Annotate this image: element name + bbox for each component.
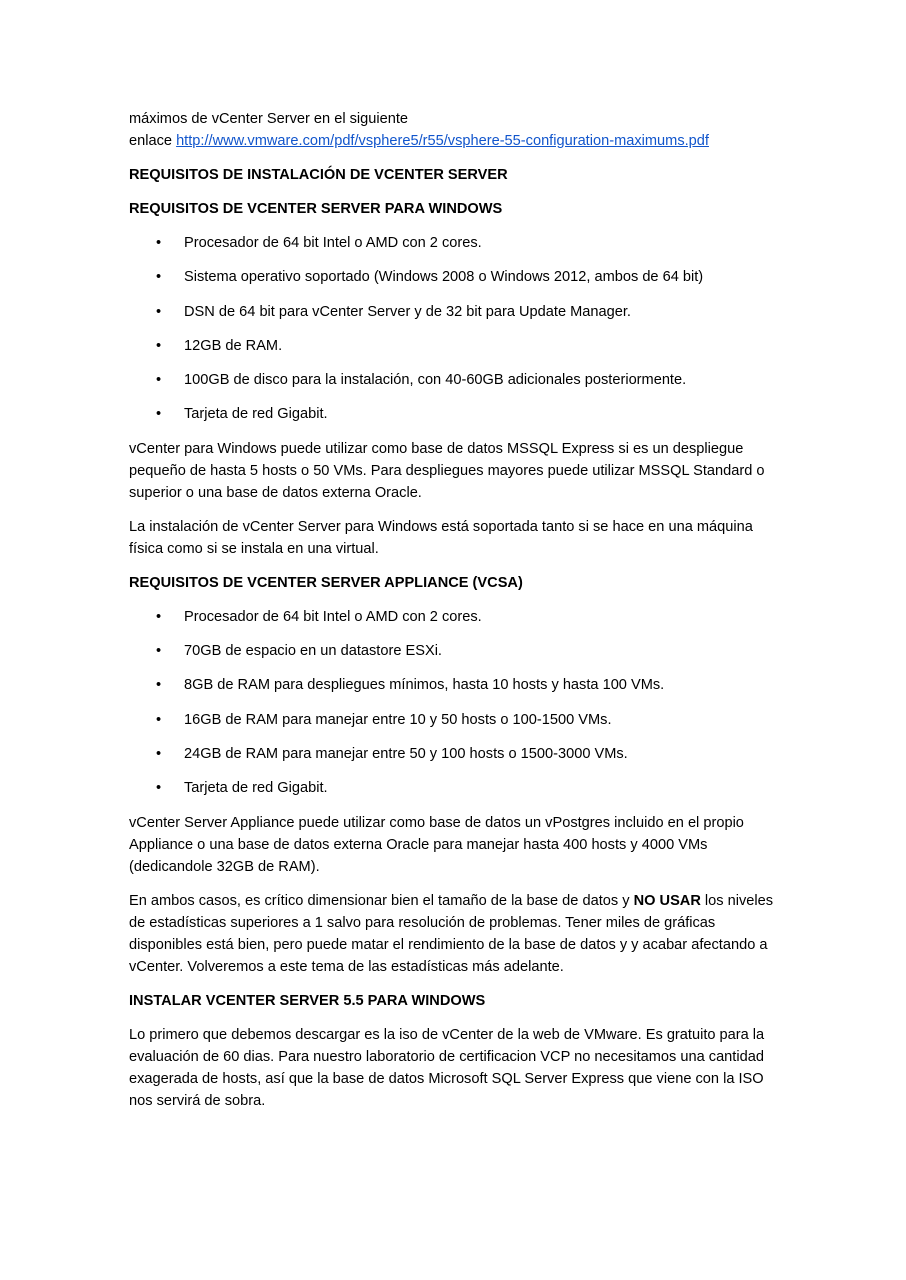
list-item: • 24GB de RAM para manejar entre 50 y 100 hosts o 1500-3000 VMs. — [129, 743, 779, 765]
intro-line-1: máximos de vCenter Server en el siguiente — [129, 111, 409, 127]
list-item: • Tarjeta de red Gigabit. — [129, 777, 779, 799]
list-item: • 70GB de espacio en un datastore ESXi. — [129, 640, 779, 662]
vcsa-database-paragraph: vCenter Server Appliance puede utilizar como base de datos un vPostgres incluido en el propio Appliance o una base de datos externa Oracle para manejar hasta 400 hosts y 4000 VMs (dedicandole 32GB de RAM). — [129, 814, 744, 875]
list-item: • 8GB de RAM para despliegues mínimos, hasta 10 hosts y hasta 100 VMs. — [129, 674, 779, 696]
heading-install-requirements: REQUISITOS DE INSTALACIÓN DE VCENTER SERVER — [129, 167, 508, 183]
intro-line-2 — [129, 130, 779, 152]
windows-requirements-list — [129, 232, 779, 425]
windows-install-paragraph: La instalación de vCenter Server para Windows está soportada tanto si se hace en una máquina física como si se instala en una virtual. — [129, 518, 753, 557]
statistics-text-before: En ambos casos, es crítico dimensionar bien el tamaño de la base de datos y — [129, 892, 634, 909]
list-item: • 16GB de RAM para manejar entre 10 y 50 hosts o 100-1500 VMs. — [129, 709, 779, 731]
list-item: • Procesador de 64 bit Intel o AMD con 2 cores. — [129, 606, 779, 628]
list-item: • Procesador de 64 bit Intel o AMD con 2 cores. — [129, 232, 779, 254]
heading-vcsa-requirements: REQUISITOS DE VCENTER SERVER APPLIANCE (VCSA) — [129, 574, 523, 591]
list-item: • 100GB de disco para la instalación, con 40-60GB adicionales posteriormente. — [129, 369, 779, 391]
install-paragraph: Lo primero que debemos descargar es la iso de vCenter de la web de VMware. Es gratuito para la evaluación de 60 dias. Para nuestro laboratorio de certificacion VCP no necesitamos una cantidad exagerada de hosts, así que la base de datos Microsoft SQL Server Express que viene con la ISO nos servirá de sobra. — [129, 1026, 765, 1109]
no-usar-emphasis: NO USAR — [633, 892, 701, 909]
heading-install-vcenter: INSTALAR VCENTER SERVER 5.5 PARA WINDOWS — [129, 992, 486, 1009]
document-page — [129, 108, 779, 1124]
statistics-warning-paragraph — [129, 890, 779, 978]
list-item: • Tarjeta de red Gigabit. — [129, 403, 779, 425]
configuration-maximums-link[interactable]: http://www.vmware.com/pdf/vsphere5/r55/vsphere-55-configuration-maximums.pdf — [176, 133, 709, 149]
vcsa-requirements-list — [129, 606, 779, 799]
intro-paragraph — [129, 108, 779, 152]
statistics-text-after: los niveles de estadísticas superiores a 1 salvo para resolución de problemas. Tener miles de gráficas disponibles está bien, pero puede matar el rendimiento de la base de datos y y acabar afectando a vCenter. Volveremos a este tema de las estadísticas más adelante. — [129, 892, 774, 975]
list-item: • 12GB de RAM. — [129, 335, 779, 357]
intro-link-prefix: enlace — [129, 133, 177, 149]
heading-windows-requirements: REQUISITOS DE VCENTER SERVER PARA WINDOWS — [129, 201, 503, 217]
windows-database-paragraph: vCenter para Windows puede utilizar como base de datos MSSQL Express si es un despliegue pequeño de hasta 5 hosts o 50 VMs. Para despliegues mayores puede utilizar MSSQL Standard o superior o una base de datos externa Oracle. — [129, 440, 765, 501]
list-item: • DSN de 64 bit para vCenter Server y de 32 bit para Update Manager. — [129, 301, 779, 323]
list-item: • Sistema operativo soportado (Windows 2008 o Windows 2012, ambos de 64 bit) — [129, 266, 779, 288]
